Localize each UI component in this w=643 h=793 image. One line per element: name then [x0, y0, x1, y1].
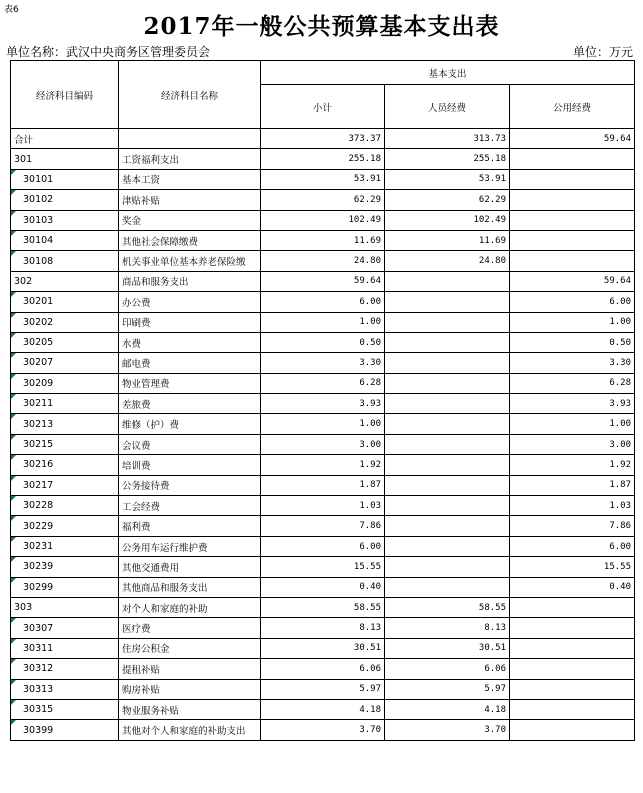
cell-personnel: 11.69 — [385, 230, 510, 250]
cell-name: 其他商品和服务支出 — [119, 577, 261, 597]
cell-name: 会议费 — [119, 434, 261, 454]
cell-code: 301 — [11, 149, 119, 169]
cell-personnel: 30.51 — [385, 638, 510, 658]
table-row — [11, 618, 635, 638]
cell-subtotal: 3.00 — [261, 434, 385, 454]
cell-subtotal: 62.29 — [261, 190, 385, 210]
cell-public — [510, 597, 635, 617]
cell-personnel — [385, 577, 510, 597]
cell-public: 6.00 — [510, 292, 635, 312]
header-name: 经济科目名称 — [119, 61, 261, 129]
cell-public: 1.00 — [510, 312, 635, 332]
cell-name: 医疗费 — [119, 618, 261, 638]
cell-personnel — [385, 353, 510, 373]
cell-public: 6.28 — [510, 373, 635, 393]
cell-personnel — [385, 373, 510, 393]
cell-personnel — [385, 455, 510, 475]
cell-code — [11, 169, 119, 189]
page-title: 2017年一般公共预算基本支出表 — [143, 13, 500, 40]
cell-personnel: 3.70 — [385, 720, 510, 740]
table-row — [11, 557, 635, 577]
header-basic-expenditure: 基本支出 — [261, 61, 635, 85]
cell-personnel: 62.29 — [385, 190, 510, 210]
cell-public: 3.30 — [510, 353, 635, 373]
cell-subtotal: 3.70 — [261, 720, 385, 740]
cell-public — [510, 720, 635, 740]
cell-name: 其他社会保障缴费 — [119, 230, 261, 250]
cell-subtotal: 1.03 — [261, 496, 385, 516]
cell-name: 福利费 — [119, 516, 261, 536]
code-text: 30311 — [23, 642, 54, 654]
cell-public — [510, 659, 635, 679]
table-row — [11, 394, 635, 414]
cell-code — [11, 638, 119, 658]
code-text: 30209 — [23, 377, 54, 389]
table-row — [11, 699, 635, 719]
code-text: 30102 — [23, 194, 54, 206]
table-row — [11, 577, 635, 597]
cell-code — [11, 577, 119, 597]
cell-marker-icon — [11, 455, 16, 460]
cell-marker-icon — [11, 333, 16, 338]
cell-name: 水费 — [119, 332, 261, 352]
code-text: 30202 — [23, 316, 54, 328]
cell-marker-icon — [11, 700, 16, 705]
cell-personnel — [385, 557, 510, 577]
table-row — [11, 373, 635, 393]
cell-marker-icon — [11, 353, 16, 358]
cell-marker-icon — [11, 231, 16, 236]
cell-name: 购房补贴 — [119, 679, 261, 699]
sheet-label: 表6 — [4, 5, 19, 15]
cell-subtotal: 30.51 — [261, 638, 385, 658]
cell-name: 物业管理费 — [119, 373, 261, 393]
cell-public: 1.03 — [510, 496, 635, 516]
cell-subtotal: 6.06 — [261, 659, 385, 679]
cell-public — [510, 699, 635, 719]
code-text: 30211 — [23, 398, 54, 410]
table-row — [11, 210, 635, 230]
header-personnel: 人员经费 — [385, 85, 510, 129]
cell-code — [11, 292, 119, 312]
table-row — [11, 679, 635, 699]
table-body — [11, 129, 635, 741]
table-row — [11, 455, 635, 475]
cell-marker-icon — [11, 251, 16, 256]
cell-code — [11, 210, 119, 230]
cell-name: 差旅费 — [119, 394, 261, 414]
cell-code — [11, 516, 119, 536]
code-text: 30216 — [23, 459, 54, 471]
code-text: 30207 — [23, 357, 54, 369]
table-row — [11, 414, 635, 434]
table-row — [11, 353, 635, 373]
cell-public — [510, 618, 635, 638]
cell-name: 公务接待费 — [119, 475, 261, 495]
cell-code — [11, 190, 119, 210]
cell-code: 合计 — [11, 129, 119, 149]
cell-marker-icon — [11, 557, 16, 562]
cell-name: 工资福利支出 — [119, 149, 261, 169]
code-text: 30231 — [23, 541, 54, 552]
cell-subtotal: 58.55 — [261, 597, 385, 617]
cell-name: 对个人和家庭的补助 — [119, 597, 261, 617]
cell-public: 59.64 — [510, 129, 635, 149]
cell-subtotal: 5.97 — [261, 679, 385, 699]
cell-marker-icon — [11, 516, 16, 521]
cell-code — [11, 496, 119, 516]
table-row — [11, 190, 635, 210]
table-row — [11, 251, 635, 271]
cell-personnel: 313.73 — [385, 129, 510, 149]
cell-personnel: 8.13 — [385, 618, 510, 638]
table-row — [11, 129, 635, 149]
cell-name: 办公费 — [119, 292, 261, 312]
cell-personnel — [385, 394, 510, 414]
code-text: 30201 — [23, 296, 54, 308]
cell-name: 维修（护）费 — [119, 414, 261, 434]
code-text: 30299 — [23, 581, 54, 593]
cell-personnel — [385, 271, 510, 291]
cell-name: 商品和服务支出 — [119, 271, 261, 291]
code-text: 30239 — [23, 561, 54, 573]
cell-public — [510, 251, 635, 271]
cell-marker-icon — [11, 435, 16, 440]
cell-name: 邮电费 — [119, 353, 261, 373]
cell-personnel — [385, 475, 510, 495]
cell-code — [11, 373, 119, 393]
code-text: 30205 — [23, 337, 54, 349]
cell-personnel: 255.18 — [385, 149, 510, 169]
cell-name: 培训费 — [119, 455, 261, 475]
code-text: 30229 — [23, 520, 54, 532]
cell-public: 0.40 — [510, 577, 635, 597]
cell-code — [11, 434, 119, 454]
table-row — [11, 496, 635, 516]
code-text: 30213 — [23, 418, 54, 430]
cell-personnel: 5.97 — [385, 679, 510, 699]
code-text: 30215 — [23, 439, 54, 451]
table-row — [11, 230, 635, 250]
cell-subtotal: 373.37 — [261, 129, 385, 149]
cell-personnel: 4.18 — [385, 699, 510, 719]
cell-marker-icon — [11, 394, 16, 399]
cell-subtotal: 1.00 — [261, 312, 385, 332]
table-row — [11, 720, 635, 740]
cell-code — [11, 394, 119, 414]
cell-public — [510, 149, 635, 169]
cell-personnel — [385, 312, 510, 332]
cell-subtotal: 6.28 — [261, 373, 385, 393]
code-text: 30103 — [23, 214, 54, 226]
code-text: 30315 — [23, 704, 54, 716]
cell-subtotal: 0.50 — [261, 332, 385, 352]
cell-name: 提租补贴 — [119, 659, 261, 679]
cell-subtotal: 6.00 — [261, 536, 385, 556]
cell-subtotal: 6.00 — [261, 292, 385, 312]
cell-subtotal: 102.49 — [261, 210, 385, 230]
cell-public: 59.64 — [510, 271, 635, 291]
table-row — [11, 516, 635, 536]
cell-marker-icon — [11, 190, 16, 195]
cell-marker-icon — [11, 618, 16, 623]
unit-name: 单位名称：武汉中央商务区管理委员会 — [6, 45, 211, 59]
cell-code — [11, 332, 119, 352]
cell-personnel — [385, 292, 510, 312]
cell-name: 其他交通费用 — [119, 557, 261, 577]
code-text: 30217 — [23, 479, 54, 491]
cell-code — [11, 475, 119, 495]
cell-personnel: 24.80 — [385, 251, 510, 271]
cell-public: 15.55 — [510, 557, 635, 577]
cell-public: 0.50 — [510, 332, 635, 352]
cell-marker-icon — [11, 476, 16, 481]
cell-public — [510, 190, 635, 210]
cell-subtotal: 1.92 — [261, 455, 385, 475]
code-text: 30312 — [23, 663, 54, 675]
cell-subtotal: 4.18 — [261, 699, 385, 719]
table-row — [11, 434, 635, 454]
header-subtotal: 小计 — [261, 85, 385, 129]
cell-marker-icon — [11, 414, 16, 419]
cell-public: 3.00 — [510, 434, 635, 454]
cell-personnel: 102.49 — [385, 210, 510, 230]
table-row — [11, 659, 635, 679]
table-row — [11, 312, 635, 332]
code-text: 30101 — [23, 173, 54, 185]
code-text: 30307 — [23, 622, 54, 634]
header-public: 公用经费 — [510, 85, 635, 129]
cell-public — [510, 230, 635, 250]
cell-name: 奖金 — [119, 210, 261, 230]
code-text: 30313 — [23, 683, 54, 695]
header-code: 经济科目编码 — [11, 61, 119, 129]
cell-personnel — [385, 516, 510, 536]
table-row — [11, 292, 635, 312]
cell-personnel — [385, 414, 510, 434]
cell-name: 住房公积金 — [119, 638, 261, 658]
table-row — [11, 475, 635, 495]
cell-public — [510, 210, 635, 230]
cell-subtotal: 15.55 — [261, 557, 385, 577]
cell-marker-icon — [11, 496, 16, 501]
table-row — [11, 149, 635, 169]
cell-code — [11, 618, 119, 638]
cell-marker-icon — [11, 578, 16, 583]
cell-personnel: 6.06 — [385, 659, 510, 679]
cell-public: 1.87 — [510, 475, 635, 495]
cell-subtotal: 255.18 — [261, 149, 385, 169]
cell-subtotal: 3.93 — [261, 394, 385, 414]
cell-code — [11, 557, 119, 577]
table-row — [11, 536, 635, 556]
cell-personnel — [385, 434, 510, 454]
cell-personnel — [385, 332, 510, 352]
cell-name: 机关事业单位基本养老保险缴 — [119, 251, 261, 271]
table-row — [11, 332, 635, 352]
cell-personnel — [385, 496, 510, 516]
cell-subtotal: 8.13 — [261, 618, 385, 638]
cell-code — [11, 679, 119, 699]
cell-code — [11, 312, 119, 332]
cell-subtotal: 11.69 — [261, 230, 385, 250]
cell-name: 印刷费 — [119, 312, 261, 332]
table-row — [11, 597, 635, 617]
code-text: 30108 — [23, 255, 54, 267]
cell-marker-icon — [11, 537, 16, 542]
cell-subtotal: 0.40 — [261, 577, 385, 597]
cell-subtotal: 1.00 — [261, 414, 385, 434]
cell-subtotal: 7.86 — [261, 516, 385, 536]
table-row — [11, 271, 635, 291]
cell-subtotal: 1.87 — [261, 475, 385, 495]
cell-name: 工会经费 — [119, 496, 261, 516]
cell-marker-icon — [11, 313, 16, 318]
cell-personnel: 58.55 — [385, 597, 510, 617]
cell-marker-icon — [11, 639, 16, 644]
cell-code — [11, 251, 119, 271]
code-text: 30228 — [23, 500, 54, 512]
table-row — [11, 638, 635, 658]
cell-subtotal: 24.80 — [261, 251, 385, 271]
cell-code — [11, 659, 119, 679]
cell-public — [510, 679, 635, 699]
cell-code — [11, 230, 119, 250]
cell-name — [119, 129, 261, 149]
cell-code — [11, 353, 119, 373]
cell-marker-icon — [11, 680, 16, 685]
cell-code — [11, 699, 119, 719]
cell-public: 6.00 — [510, 536, 635, 556]
cell-subtotal: 3.30 — [261, 353, 385, 373]
cell-subtotal: 59.64 — [261, 271, 385, 291]
code-text: 30104 — [23, 235, 54, 247]
cell-marker-icon — [11, 211, 16, 216]
cell-public: 7.86 — [510, 516, 635, 536]
cell-public: 3.93 — [510, 394, 635, 414]
cell-marker-icon — [11, 659, 16, 664]
cell-public: 1.00 — [510, 414, 635, 434]
cell-marker-icon — [11, 374, 16, 379]
unit-label: 单位：万元 — [572, 45, 633, 59]
cell-public — [510, 169, 635, 189]
cell-public — [510, 638, 635, 658]
cell-name: 其他对个人和家庭的补助支出 — [119, 720, 261, 740]
budget-table — [10, 60, 635, 741]
cell-code — [11, 455, 119, 475]
cell-public: 1.92 — [510, 455, 635, 475]
cell-code — [11, 720, 119, 740]
cell-subtotal: 53.91 — [261, 169, 385, 189]
cell-personnel: 53.91 — [385, 169, 510, 189]
cell-marker-icon — [11, 292, 16, 297]
cell-marker-icon — [11, 170, 16, 175]
table-row — [11, 169, 635, 189]
cell-name: 公务用车运行维护费 — [119, 536, 261, 556]
cell-code: 302 — [11, 271, 119, 291]
cell-code — [11, 414, 119, 434]
cell-name: 物业服务补贴 — [119, 699, 261, 719]
cell-name: 津贴补贴 — [119, 190, 261, 210]
code-text: 30399 — [23, 724, 54, 736]
cell-code — [11, 536, 119, 556]
cell-marker-icon — [11, 720, 16, 725]
cell-name: 基本工资 — [119, 169, 261, 189]
cell-personnel — [385, 536, 510, 556]
cell-code: 303 — [11, 597, 119, 617]
